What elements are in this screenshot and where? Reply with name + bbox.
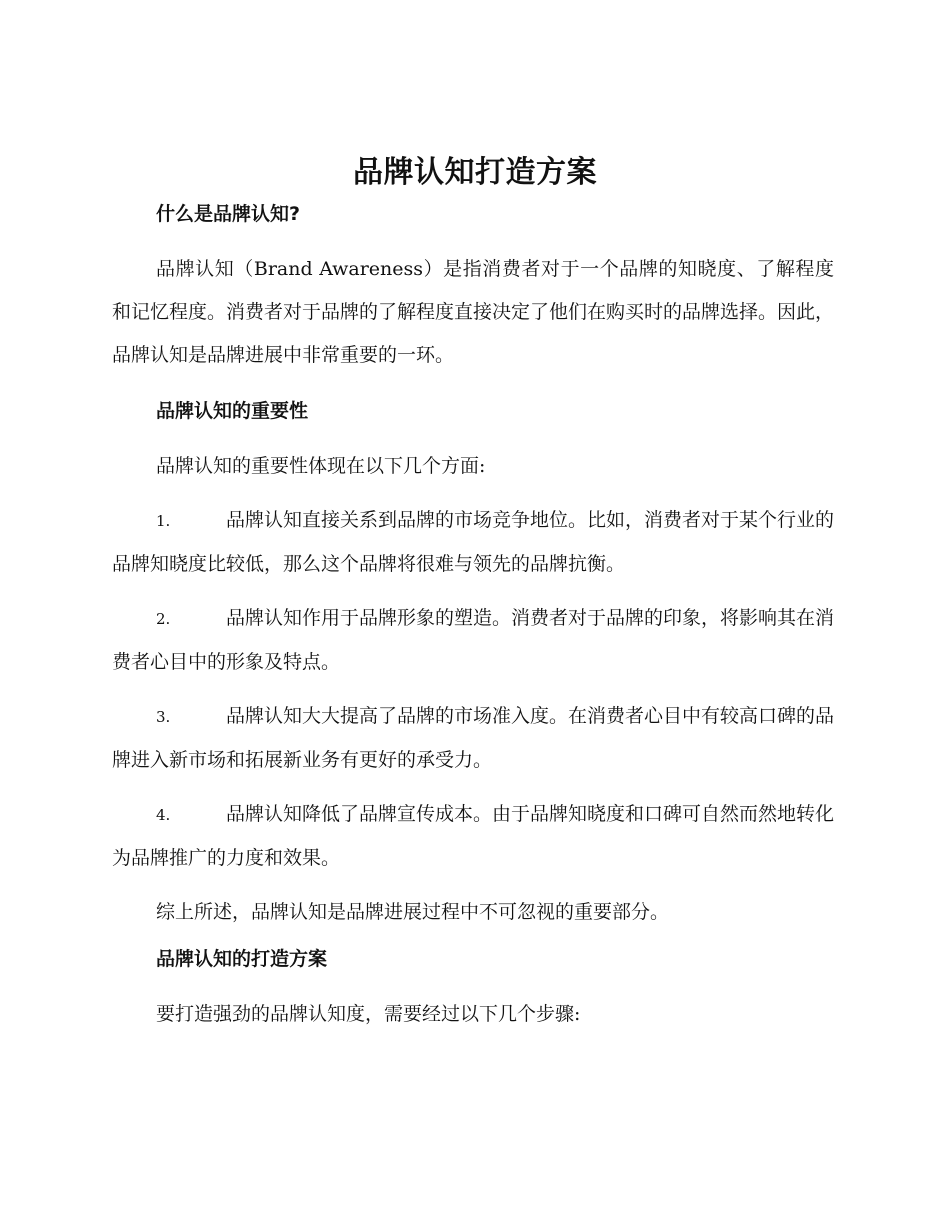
paragraph-definition: 品牌认知（Brand Awareness）是指消费者对于一个品牌的知晓度、了解程度和记忆程度。消费者对于品牌的了解程度直接决定了他们在购买时的品牌选择。因此，品牌认知是品牌进展中非常重要的一环。 (112, 258, 835, 366)
list-item-text: 品牌认知直接关系到品牌的市场竞争地位。比如，消费者对于某个行业的品牌知晓度比较低，那么这个品牌将很难与领先的品牌抗衡。 (112, 509, 835, 575)
list-item-number: 2. (156, 610, 171, 628)
section-heading-importance: 品牌认知的重要性 (156, 400, 309, 422)
list-item (112, 597, 834, 684)
list-item (112, 793, 834, 880)
paragraph-conclusion: 综上所述，品牌认知是品牌进展过程中不可忽视的重要部分。 (156, 901, 670, 923)
document-title: 品牌认知打造方案 (353, 155, 597, 190)
section-heading-what-is: 什么是品牌认知? (156, 203, 301, 225)
list-item (112, 499, 834, 586)
list-item (112, 695, 834, 782)
list-item-number: 1. (156, 512, 171, 530)
paragraph-importance-intro: 品牌认知的重要性体现在以下几个方面: (156, 455, 486, 477)
document-body (112, 200, 834, 1036)
list-item-number: 4. (156, 806, 171, 824)
list-item-text: 品牌认知大大提高了品牌的市场准入度。在消费者心目中有较高口碑的品牌进入新市场和拓展新业务有更好的承受力。 (112, 705, 835, 771)
paragraph-plan-intro: 要打造强劲的品牌认知度，需要经过以下几个步骤: (156, 1003, 581, 1025)
section-heading-plan: 品牌认知的打造方案 (156, 948, 328, 970)
list-item-text: 品牌认知降低了品牌宣传成本。由于品牌知晓度和口碑可自然而然地转化为品牌推广的力度和效果。 (112, 803, 835, 869)
list-item-number: 3. (156, 708, 171, 726)
list-item-text: 品牌认知作用于品牌形象的塑造。消费者对于品牌的印象，将影响其在消费者心目中的形象及特点。 (112, 607, 835, 673)
